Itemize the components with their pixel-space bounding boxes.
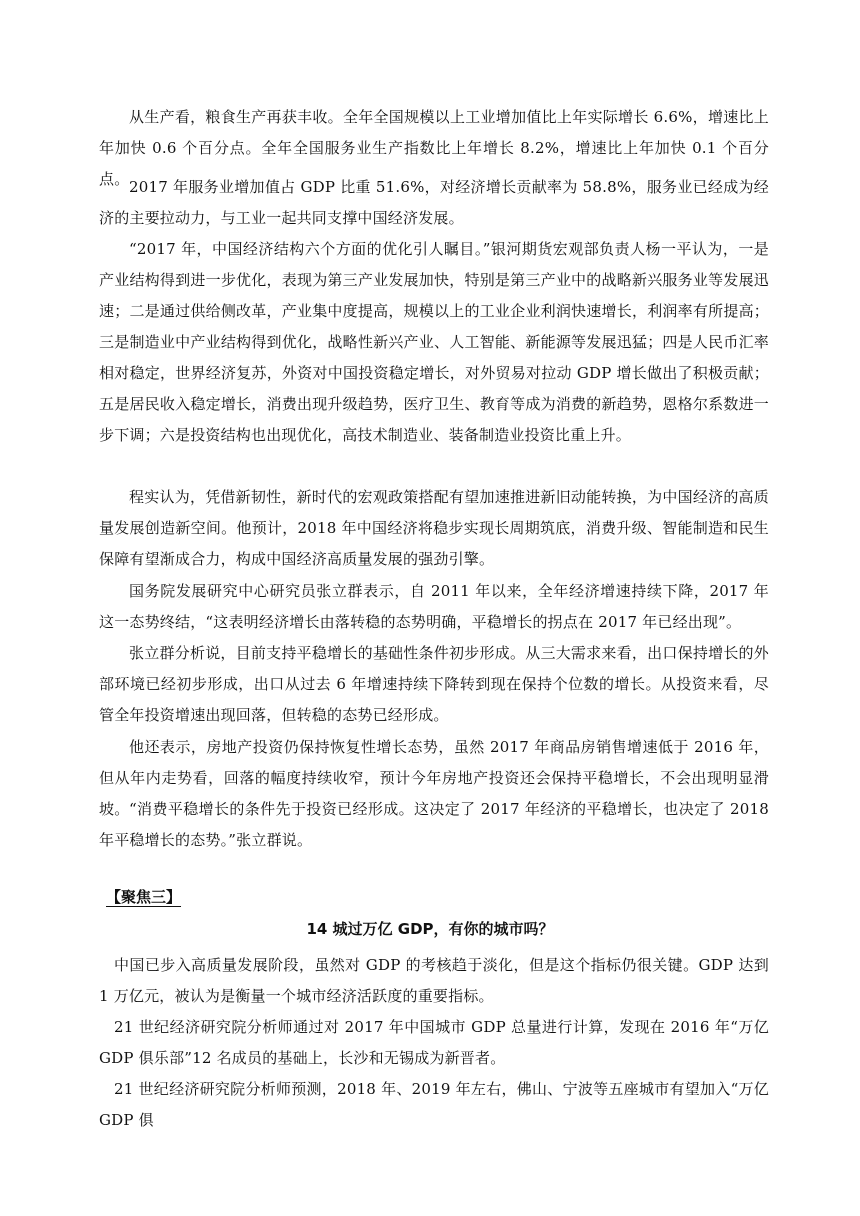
article-paragraph-new-members: 21 世纪经济研究院分析师通过对 2017 年中国城市 GDP 总量进行计算，发现在 2016 年“万亿 GDP 俱乐部”12 名成员的基础上，长沙和无锡成为新晋者。	[99, 1018, 769, 1067]
paragraph-zhang-liqun-analysis: 张立群分析说，目前支持平稳增长的基础性条件初步形成。从三大需求来看，出口保持增长的外部环境已经初步形成，出口从过去 6 年增速持续下降转到现在保持个位数的增长。从投资来看，尽管全年投资增速出现回落，但转稳的态势已经形成。	[99, 644, 769, 724]
paragraph-consumption-quote: “消费平稳增长的条件先于投资已经形成。这决定了 2017 年经济的平稳增长，也决定了 2018 年平稳增长的态势。”张立群说。	[99, 800, 769, 849]
article-paragraph-gdp-indicator: 中国已步入高质量发展阶段，虽然对 GDP 的考核趋于淡化，但是这个指标仍很关键。GDP 达到 1 万亿元，被认为是衡量一个城市经济活跃度的重要指标。	[99, 956, 769, 1005]
paragraph-services: 2017 年服务业增加值占 GDP 比重 51.6%，对经济增长贡献率为 58.8%，服务业已经成为经济的主要拉动力，与工业一起共同支撑中国经济发展。	[99, 178, 769, 227]
paragraph-production: 从生产看，粮食生产再获丰收。全年全国规模以上工业增加值比上年实际增长 6.6%，增速比上年加快 0.6 个百分点。全年全国服务业生产指数比上年增长 8.2%，增速比上年加快 0.1 个百分点。	[99, 108, 769, 188]
paragraph-structure-optimization: “2017 年，中国经济结构六个方面的优化引人瞩目。”银河期货宏观部负责人杨一平认为，一是产业结构得到进一步优化，表现为第三产业发展加快，特别是第三产业中的战略新兴服务业等发展迅速；二是通过供给侧改革，产业集中度提高，规模以上的工业企业利润快速增长，利润率有所提高；三是制造业中产业结构得到优化，战略性新兴产业、人工智能、新能源等发展迅猛；四是人民币汇率相对稳定，世界经济复苏，外资对中国投资稳定增长，对外贸易对拉动 GDP 增长做出了积极贡献；五是居民收入稳定增长，消费出现升级趋势，医疗卫生、教育等成为消费的新趋势，恩格尔系数进一步下调；六是投资结构也出现优化，高技术制造业、装备制造业投资比重上升。	[99, 240, 769, 444]
paragraph-real-estate: 他还表示，房地产投资仍保持恢复性增长态势，虽然 2017 年商品房销售增速低于 2016 年，但从年内走势看，回落的幅度持续收窄，预计今年房地产投资还会保持平稳增长，不会出现明显滑坡。	[99, 738, 769, 818]
section-label: 【聚焦三】	[106, 888, 182, 906]
article-paragraph-forecast: 21 世纪经济研究院分析师预测，2018 年、2019 年左右，佛山、宁波等五座城市有望加入“万亿 GDP 俱	[99, 1080, 769, 1129]
article-title: 14 城过万亿 GDP，有你的城市吗？	[306, 920, 554, 938]
paragraph-cheng-shi: 程实认为，凭借新韧性，新时代的宏观政策搭配有望加速推进新旧动能转换，为中国经济的高质量发展创造新空间。他预计，2018 年中国经济将稳步实现长周期筑底，消费升级、智能制造和民生保障有望渐成合力，构成中国经济高质量发展的强劲引擎。	[99, 488, 769, 568]
paragraph-zhang-liqun-intro: 国务院发展研究中心研究员张立群表示，自 2011 年以来，全年经济增速持续下降，2017 年这一态势终结，“这表明经济增长由落转稳的态势明确，平稳增长的拐点在 2017 年已经出现”。	[99, 582, 769, 631]
